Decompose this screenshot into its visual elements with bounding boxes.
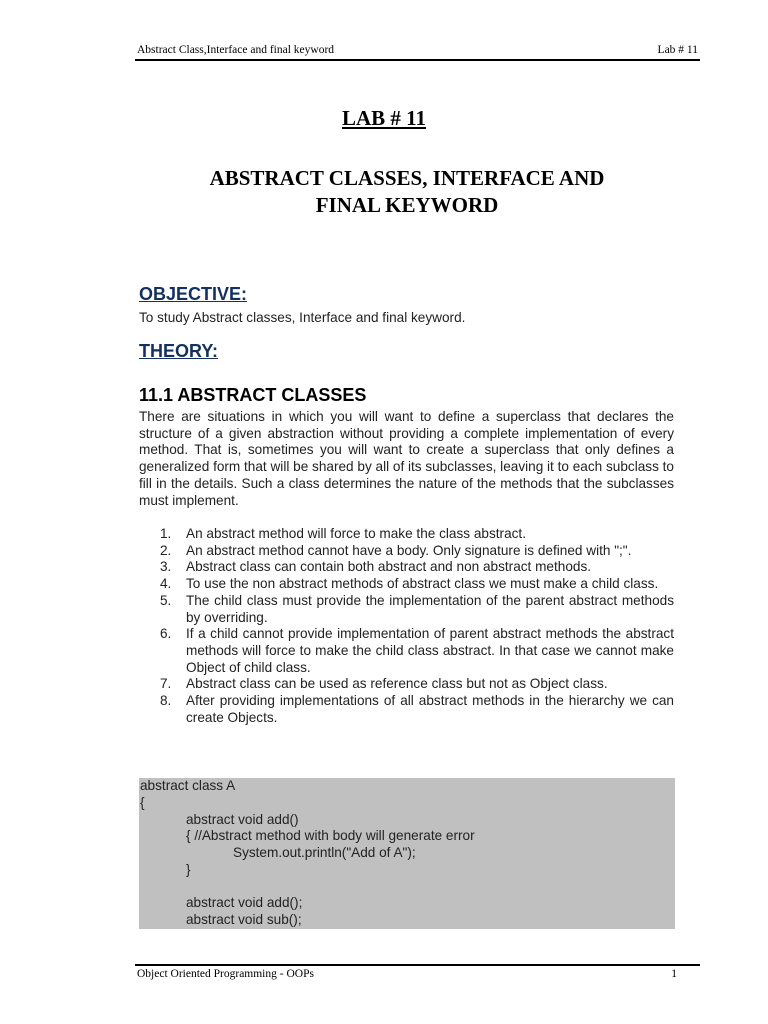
footer-rule bbox=[135, 964, 700, 966]
section-heading: 11.1 ABSTRACT CLASSES bbox=[139, 385, 367, 405]
list-item: 1. An abstract method will force to make the class abstract. bbox=[160, 526, 526, 541]
objective-text: To study Abstract classes, Interface and final keyword. bbox=[139, 310, 466, 325]
page-footer bbox=[135, 968, 700, 982]
list-item: 2. An abstract method cannot have a body. Only signature is defined with ";". bbox=[160, 542, 632, 558]
objective-heading: OBJECTIVE: bbox=[139, 284, 248, 304]
document-title bbox=[140, 165, 674, 219]
list-item: 6. If a child cannot provide implementation of parent abstract methods the abstract methods will force to make the child class abstract. In that case we cannot make Object of child class. bbox=[160, 626, 674, 675]
code-block bbox=[139, 778, 675, 929]
abstract-rules-list bbox=[139, 526, 674, 726]
list-item: 7. Abstract class can be used as reference class but not as Object class. bbox=[160, 676, 608, 692]
page-number: 1 bbox=[671, 968, 677, 980]
code-line: System.out.println("Add of A"); bbox=[233, 845, 416, 860]
list-item: 3. Abstract class can contain both abstract and non abstract methods. bbox=[160, 559, 592, 575]
footer-course: Object Oriented Programming - OOPs bbox=[137, 968, 314, 980]
section-paragraph: There are situations in which you will want to define a superclass that declares the structure of a given abstraction without providing a complete implementation of every method. That is, sometimes you will want to create a superclass that only defines a generalized form that will be shared by all of its subclasses, leaving it to each subclass to fill in the details. Such a class determines the nature of the methods that the subclasses must implement. bbox=[139, 409, 674, 508]
code-line: } bbox=[186, 862, 191, 877]
code-line: abstract void add(); bbox=[186, 895, 303, 910]
code-line: abstract void add() bbox=[186, 812, 299, 827]
list-item: 8. After providing implementations of all abstract methods in the hierarchy we can create Objects. bbox=[160, 693, 674, 725]
code-line: { //Abstract method with body will generate error bbox=[186, 828, 475, 843]
code-line: { bbox=[140, 795, 145, 810]
list-item: 4. To use the non abstract methods of abstract class we must make a child class. bbox=[160, 576, 659, 592]
header-rule bbox=[135, 59, 700, 61]
title-line: FINAL KEYWORD bbox=[315, 193, 499, 217]
code-line: abstract class A bbox=[140, 778, 236, 793]
code-line: abstract void sub(); bbox=[186, 912, 302, 927]
theory-heading: THEORY: bbox=[139, 341, 218, 361]
header-title: Abstract Class,Interface and final keyword bbox=[137, 44, 335, 56]
page-header bbox=[135, 44, 700, 58]
list-item: 5. The child class must provide the implementation of the parent abstract methods by overriding. bbox=[160, 592, 674, 625]
title-line: ABSTRACT CLASSES, INTERFACE AND bbox=[209, 166, 605, 190]
lab-heading: LAB # 11 bbox=[341, 106, 427, 130]
header-lab-number: Lab # 11 bbox=[657, 44, 698, 56]
